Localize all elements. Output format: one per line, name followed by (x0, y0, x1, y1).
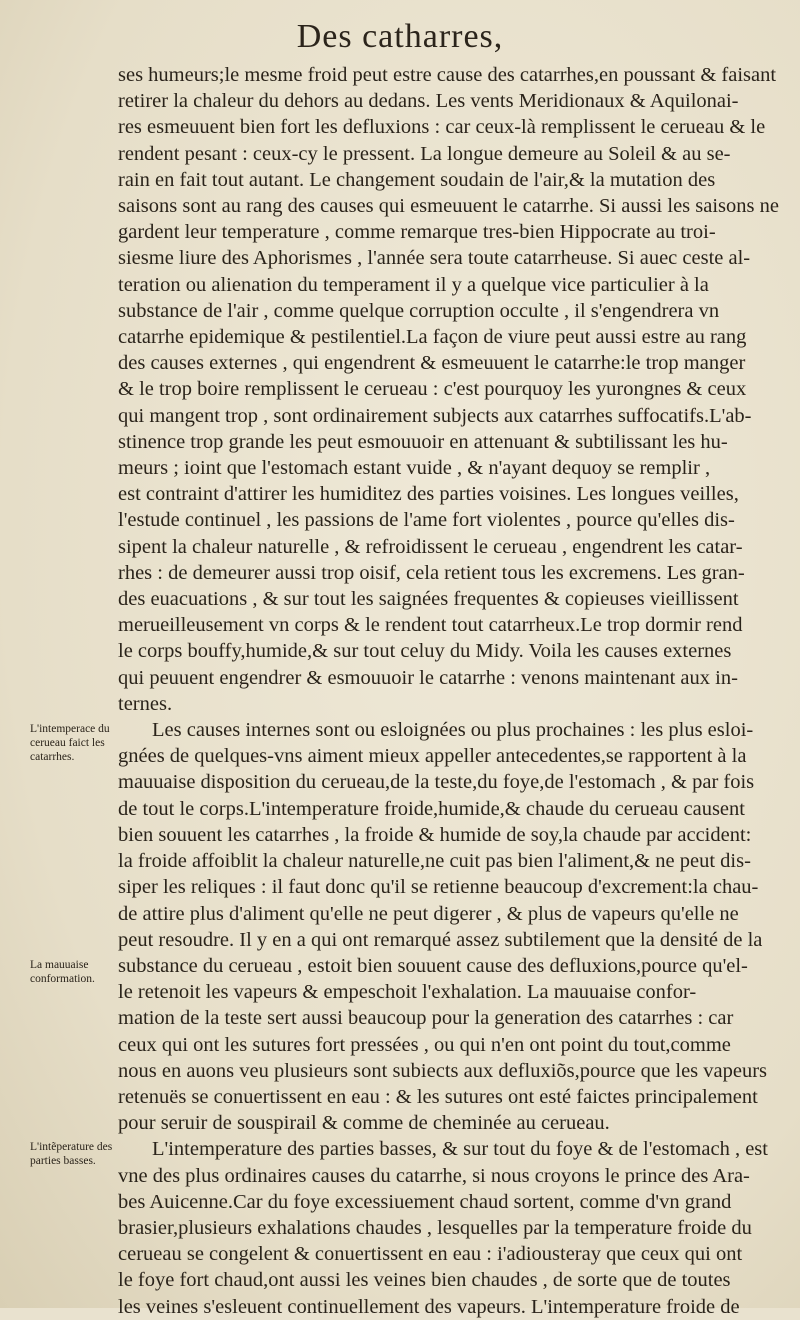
text-line: le corps bouffy,humide,& sur tout celuy du Midy. Voila les causes externes (118, 640, 732, 663)
text-line: sipent la chaleur naturelle , & refroidissent le cerueau , engendrent les catar- (118, 535, 743, 558)
body-text (118, 62, 790, 1320)
text-line: la froide affoiblit la chaleur naturelle,ne cuit pas bien l'aliment,& ne peut dis- (118, 850, 751, 873)
text-line: rain en fait tout autant. Le changement soudain de l'air,& la mutation des (118, 168, 716, 191)
text-line: substance de l'air , comme quelque corruption occulte , il s'engendrera vn (118, 299, 720, 322)
text-line: saisons sont au rang des causes qui esmeuuent le catarrhe. Si aussi les saisons ne (118, 195, 779, 218)
text-line: le foye fort chaud,ont aussi les veines bien chaudes , de sorte que de toutes (118, 1269, 731, 1292)
text-line: qui peuuent engendrer & esmouuoir le catarrhe : venons maintenant aux in- (118, 666, 738, 689)
text-line: ternes. (118, 692, 173, 715)
text-line: de attire plus d'aliment qu'elle ne peut digerer , & plus de vapeurs qu'elle ne (118, 902, 739, 925)
text-line: mation de la teste sert aussi beaucoup pour la generation des catarrhes : car (118, 1007, 734, 1030)
text-line: vne des plus ordinaires causes du catarrhe, si nous croyons le prince des Ara- (118, 1164, 750, 1187)
text-line: est contraint d'attirer les humiditez des parties voisines. Les longues veilles, (118, 483, 739, 506)
text-line: brasier,plusieurs exhalations chaudes , lesquelles par la temperature froide du (118, 1216, 752, 1239)
text-line: bes Auicenne.Car du foye excessiuement chaud sortent, comme d'vn grand (118, 1190, 732, 1213)
text-line: stinence trop grande les peut esmouuoir en attenuant & subtilissant les hu- (118, 430, 728, 453)
text-line: les veines s'esleuent continuellement des vapeurs. L'intemperature froide de (118, 1295, 740, 1318)
text-line: teration ou alienation du temperament il y a quelque vice particulier à la (118, 273, 709, 296)
text-line: retirer la chaleur du dehors au dedans. Les vents Meridionaux & Aquilonai- (118, 90, 739, 113)
text-line: rendent pesant : ceux-cy le pressent. La longue demeure au Soleil & au se- (118, 142, 731, 165)
text-line: meurs ; ioint que l'estomach estant vuide , & n'ayant dequoy se remplir , (118, 457, 711, 480)
text-line: rhes : de demeurer aussi trop oisif, cela retient tous les excremens. Les gran- (118, 561, 745, 584)
running-head: Des catharres, (296, 18, 504, 55)
text-line: peut resoudre. Il y en a qui ont remarqué assez subtilement que la densité de la (118, 928, 763, 951)
margin-note: L'intemperace du cerueau faict les catarrhes. (30, 723, 110, 763)
text-line: bien souuent les catarrhes , la froide & humide de soy,la chaude par accident: (118, 823, 752, 846)
text-line: mauuaise disposition du cerueau,de la teste,du foye,de l'estomach , & par fois (118, 771, 755, 794)
text-line: ses humeurs;le mesme froid peut estre cause des catarrhes,en poussant & faisant (118, 64, 777, 86)
text-line: merueilleusement vn corps & le rendent tout catarrheux.Le trop dormir rend (118, 614, 743, 637)
text-line: ceux qui ont les sutures fort pressées , ou qui n'en ont point du tout,comme (118, 1033, 731, 1056)
text-line: Les causes internes sont ou esloignées ou plus prochaines : les plus esloi- (152, 719, 754, 742)
text-line: siper les reliques : il faut donc qu'il se retienne beaucoup d'excrement:la chau- (118, 876, 759, 899)
text-line: qui mangent trop , sont ordinairement subjects aux catarrhes suffocatifs.L'ab- (118, 404, 752, 427)
text-line: siesme liure des Aphorismes , l'année sera toute catarrheuse. Si auec ceste al- (118, 247, 751, 270)
text-line: catarrhe epidemique & pestilentiel.La façon de viure peut aussi estre au rang (118, 326, 747, 349)
text-line: des causes externes , qui engendrent & esmeuuent le catarrhe:le trop manger (118, 352, 746, 375)
text-line: gardent leur temperature , comme remarque tres-bien Hippocrate au troi- (118, 221, 716, 244)
text-line: le retenoit les vapeurs & empeschoit l'exhalation. La mauuaise confor- (118, 981, 697, 1004)
text-line: L'intemperature des parties basses, & sur tout du foye & de l'estomach , est (152, 1138, 768, 1161)
text-line: pour seruir de souspirail & comme de cheminée au cerueau. (118, 1112, 610, 1135)
text-line: & le trop boire remplissent le cerueau : c'est pourquoy les yurongnes & ceux (118, 378, 747, 401)
text-line: de tout le corps.L'intemperature froide,humide,& chaude du cerueau causent (118, 797, 745, 820)
text-line: des euacuations , & sur tout les saignées frequentes & copieuses vieillissent (118, 588, 739, 611)
text-line: cerueau se congelent & conuertissent en eau : i'adiousteray que ceux qui ont (118, 1243, 743, 1266)
margin-note: La mauuaise conformation. (30, 959, 95, 985)
text-line: l'estude continuel , les passions de l'ame fort violentes , pource qu'elles dis- (118, 509, 735, 532)
text-line: res esmeuuent bien fort les defluxions : car ceux-là remplissent le cerueau & le (118, 116, 766, 139)
text-line: retenuës se conuertissent en eau : & les sutures ont esté faictes principalement (118, 1085, 758, 1108)
text-line: substance du cerueau , estoit bien souuent cause des defluxions,pource qu'el- (118, 954, 748, 977)
text-line: nous en auons veu plusieurs sont subiects aux defluxiõs,pource que les vapeurs (118, 1059, 768, 1082)
margin-note: L'intẽperature des parties basses. (30, 1141, 113, 1167)
text-line: gnées de quelques-vns aiment mieux appeller antecedentes,se rapportent à la (118, 745, 747, 768)
